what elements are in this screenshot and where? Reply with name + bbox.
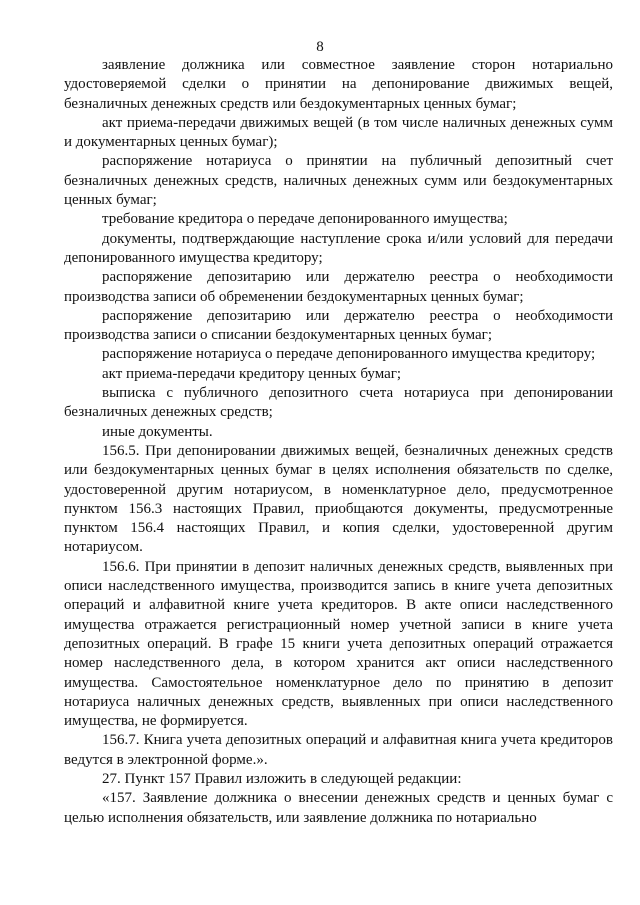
paragraph-156-6: 156.6. При принятии в депозит наличных денежных средств, выявленных при описи наследственного имущества, производится запись в книге учета депозитных операций и алфавитной книге учета кредиторов. В акте описи наследственного имущества отражается регистрационный номер учетной записи в книге учета депозитных операций. В графе 15 книги учета депозитных операций отражается номер наследственного дела, в котором хранится акт описи наследственного имущества. Самостоятельное номенклатурное дело по принятию в депозит нотариуса наличных денежных средств, выявленных при описи наследственного имущества, не формируется.	[64, 558, 613, 730]
paragraph-creditor-demand: требование кредитора о передаче депонированного имущества;	[102, 211, 508, 228]
paragraph-item-27: 27. Пункт 157 Правил изложить в следующей редакции:	[102, 770, 462, 787]
paragraph-156-7: 156.7. Книга учета депозитных операций и алфавитная книга учета кредиторов ведутся в электронной форме.».	[64, 732, 613, 768]
paragraph-term-documents: документы, подтверждающие наступление срока и/или условий для передачи депонированного имущества кредитору;	[64, 230, 613, 266]
paragraph-other-documents: иные документы.	[102, 423, 213, 440]
paragraph-debtor-application: заявление должника или совместное заявление сторон нотариально удостоверяемой сделки о принятии на депонирование движимых вещей, безналичных денежных средств или бездокументарных ценных бумаг;	[64, 57, 613, 112]
paragraph-156-5: 156.5. При депонировании движимых вещей, безналичных денежных средств или бездокументарных ценных бумаг в целях исполнения обязательств по сделке, удостоверенной другим нотариусом, в номенклатурное дело, предусмотренное пунктом 156.3 настоящих Правил, приобщаются документы, предусмотренные пунктом 156.4 настоящих Правил, и копия сделки, удостоверенной другим нотариусом.	[64, 442, 613, 556]
paragraph-securities-transfer-act: акт приема-передачи кредитору ценных бумаг;	[102, 365, 402, 382]
paragraph-account-statement: выписка с публичного депозитного счета нотариуса при депонировании безналичных денежных средств;	[64, 385, 613, 421]
paragraph-encumbrance-order: распоряжение депозитарию или держателю реестра о необходимости производства записи об обременении бездокументарных ценных бумаг;	[64, 269, 613, 305]
document-body	[64, 56, 613, 828]
paragraph-writeoff-order: распоряжение депозитарию или держателю реестра о необходимости производства записи о списании бездокументарных ценных бумаг;	[64, 307, 613, 344]
paragraph-transfer-act-movables: акт приема-передачи движимых вещей (в том числе наличных денежных сумм и документарных ценных бумаг);	[64, 114, 613, 151]
paragraph-157: «157. Заявление должника о внесении денежных средств и ценных бумаг с целью исполнения обязательств, или заявление должника по нотариально	[64, 790, 613, 826]
paragraph-notary-transfer-order: распоряжение нотариуса о передаче депонированного имущества кредитору;	[102, 346, 596, 363]
paragraph-notary-order-deposit: распоряжение нотариуса о принятии на публичный депозитный счет безналичных денежных средств, наличных денежных сумм или бездокументарных ценных бумаг;	[64, 153, 613, 209]
page-number: 8	[316, 39, 324, 55]
